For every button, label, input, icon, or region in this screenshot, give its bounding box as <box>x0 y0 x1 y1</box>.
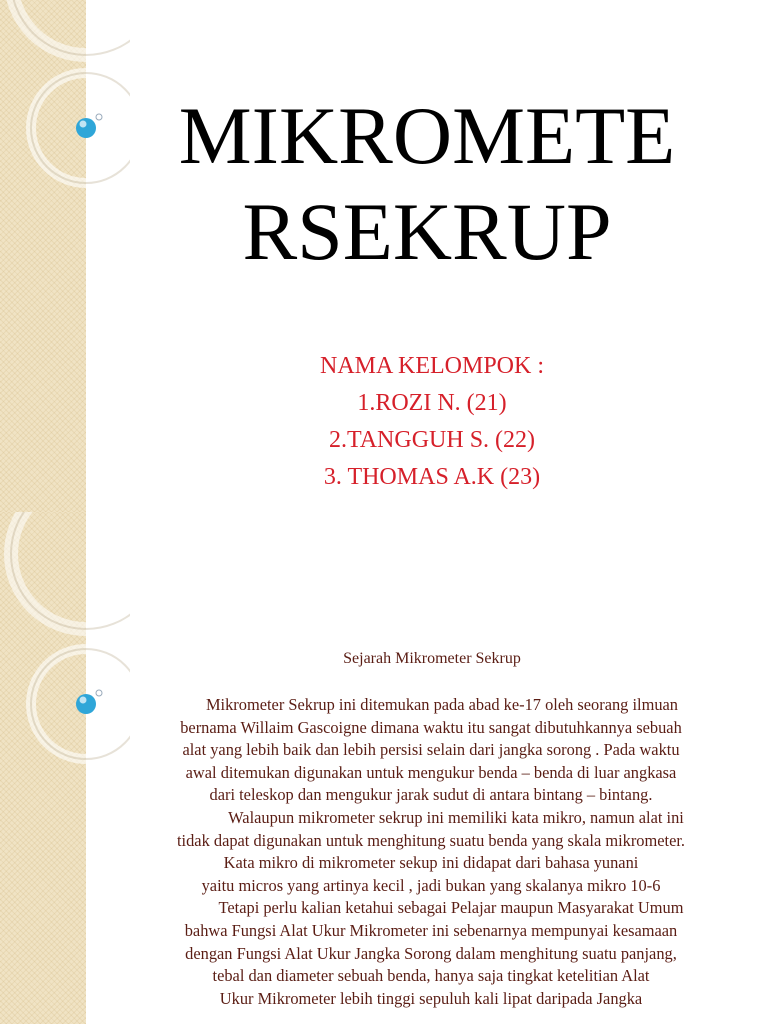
body-line: bernama Willaim Gascoigne dimana waktu itu sangat dibutuhkannya sebuah <box>180 717 682 737</box>
body-line: dengan Fungsi Alat Ukur Jangka Sorong dalam menghitung suatu panjang, <box>185 943 677 963</box>
body-line: dari teleskop dan mengukur jarak sudut di antara bintang – bintang. <box>209 785 653 805</box>
body-line: Kata mikro di mikrometer sekup ini didapat dari bahasa yunani <box>223 853 639 873</box>
body-line: Ukur Mikrometer lebih tinggi sepuluh kali lipat daripada Jangka <box>219 988 643 1008</box>
title-line-1: MIKROMETE <box>178 90 676 181</box>
title-line-2: RSEKRUP <box>242 186 612 277</box>
section-heading: Sejarah Mikrometer Sekrup <box>343 650 521 667</box>
member-2: 2.TANGGUH S. (22) <box>328 427 536 453</box>
group-label: NAMA KELOMPOK : <box>319 353 544 379</box>
blue-bullet-icon <box>76 694 96 714</box>
group-members <box>86 348 768 496</box>
body-text <box>96 694 766 1010</box>
body-line: Walaupun mikrometer sekrup ini memiliki kata mikro, namun alat ini <box>228 807 684 827</box>
slide-2 <box>0 512 768 1024</box>
body-line: yaitu micros yang artinya kecil , jadi bukan yang skalanya mikro 10-6 <box>201 875 661 895</box>
body-line: Mikrometer Sekrup ini ditemukan pada abad ke-17 oleh seorang ilmuan <box>205 695 678 714</box>
body-line: tebal dan diameter sebuah benda, hanya saja tingkat ketelitian Alat <box>212 966 650 986</box>
body-line: alat yang lebih baik dan lebih persisi selain dari jangka sorong . Pada waktu <box>182 740 680 760</box>
member-3: 3. THOMAS A.K (23) <box>323 464 541 490</box>
body-line: tidak dapat digunakan untuk menghitung suatu benda yang skala mikrometer. <box>177 830 685 850</box>
body-line: awal ditemukan digunakan untuk mengukur benda – benda di luar angkasa <box>185 762 677 782</box>
member-1: 1.ROZI N. (21) <box>357 390 507 416</box>
body-line: Tetapi perlu kalian ketahui sebagai Pelajar maupun Masyarakat Umum <box>218 898 684 918</box>
body-line: bahwa Fungsi Alat Ukur Mikrometer ini sebenarnya mempunyai kesamaan <box>184 920 678 940</box>
page-title <box>86 88 768 280</box>
